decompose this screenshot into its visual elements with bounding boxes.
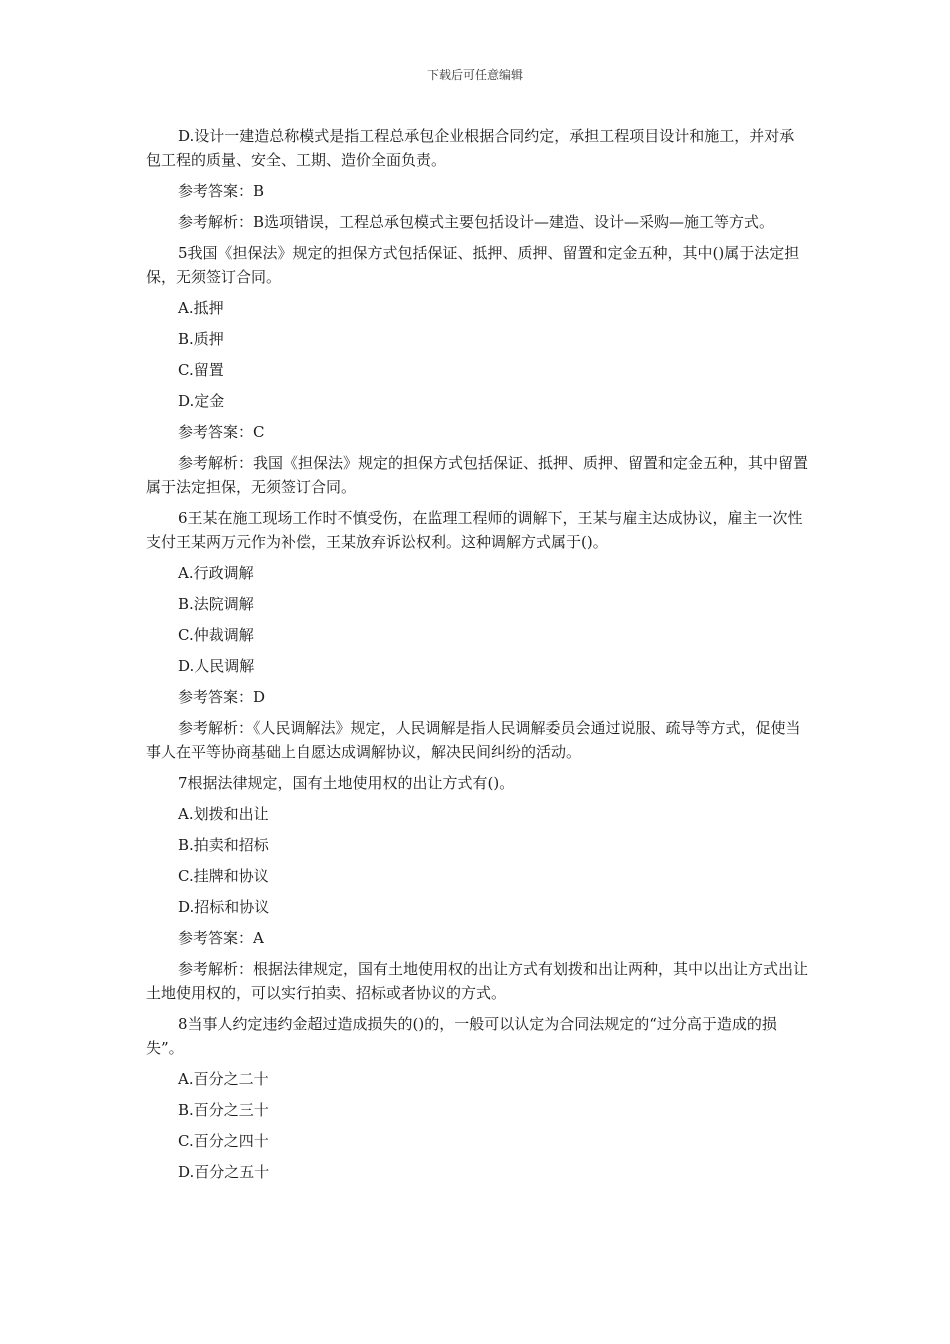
page-header: 下载后可任意编辑: [426, 68, 523, 82]
option-d: D.百分之五十: [178, 1163, 270, 1181]
explanation-text: 参考解析：我国《担保法》规定的担保方式包括保证、抵押、质押、留置和定金五种，其中留置属于法定担保，无须签订合同。: [146, 454, 809, 496]
explanation-text: 参考解析：《人民调解法》规定，人民调解是指人民调解委员会通过说服、疏导等方式，促使当事人在平等协商基础上自愿达成调解协议，解决民间纠纷的活动。: [146, 719, 801, 761]
document-body: [146, 124, 808, 1191]
question-6: 6王某在施工现场工作时不慎受伤，在监理工程师的调解下，王某与雇主达成协议，雇主一次性支付王某两万元作为补偿，王某放弃诉讼权利。这种调解方式属于()。: [146, 509, 803, 551]
option-b: B.拍卖和招标: [178, 836, 269, 854]
option-d: D.定金: [178, 392, 225, 410]
option-a: A.行政调解: [178, 564, 254, 582]
explanation-text: 参考解析：B选项错误，工程总承包模式主要包括设计—建造、设计—采购—施工等方式。: [178, 213, 775, 231]
question-8: 8当事人约定违约金超过造成损失的()的，一般可以认定为合同法规定的“过分高于造成的损失”。: [146, 1015, 777, 1057]
option-c: C.仲裁调解: [178, 626, 254, 644]
question-7: 7根据法律规定，国有土地使用权的出让方式有()。: [178, 774, 515, 792]
answer-text: 参考答案：A: [178, 929, 264, 947]
answer-text: 参考答案：B: [178, 182, 265, 200]
option-c: C.留置: [178, 361, 224, 379]
option-d: D.招标和协议: [178, 898, 270, 916]
option-b: B.法院调解: [178, 595, 254, 613]
option-a: A.划拨和出让: [178, 805, 269, 823]
option-b: B.百分之三十: [178, 1101, 269, 1119]
option-a: A.抵押: [178, 299, 224, 317]
option-c: C.挂牌和协议: [178, 867, 269, 885]
option-d: D.人民调解: [178, 657, 255, 675]
option-b: B.质押: [178, 330, 224, 348]
answer-text: 参考答案：D: [178, 688, 266, 706]
option-a: A.百分之二十: [178, 1070, 269, 1088]
option-c: C.百分之四十: [178, 1132, 269, 1150]
answer-text: 参考答案：C: [178, 423, 265, 441]
explanation-text: 参考解析：根据法律规定，国有土地使用权的出让方式有划拨和出让两种，其中以出让方式出让土地使用权的，可以实行拍卖、招标或者协议的方式。: [146, 960, 809, 1002]
question-5: 5我国《担保法》规定的担保方式包括保证、抵押、质押、留置和定金五种，其中()属于法定担保，无须签订合同。: [146, 244, 800, 286]
option-d-text: D.设计一建造总称模式是指工程总承包企业根据合同约定，承担工程项目设计和施工，并对承包工程的质量、安全、工期、造价全面负责。: [146, 127, 795, 169]
